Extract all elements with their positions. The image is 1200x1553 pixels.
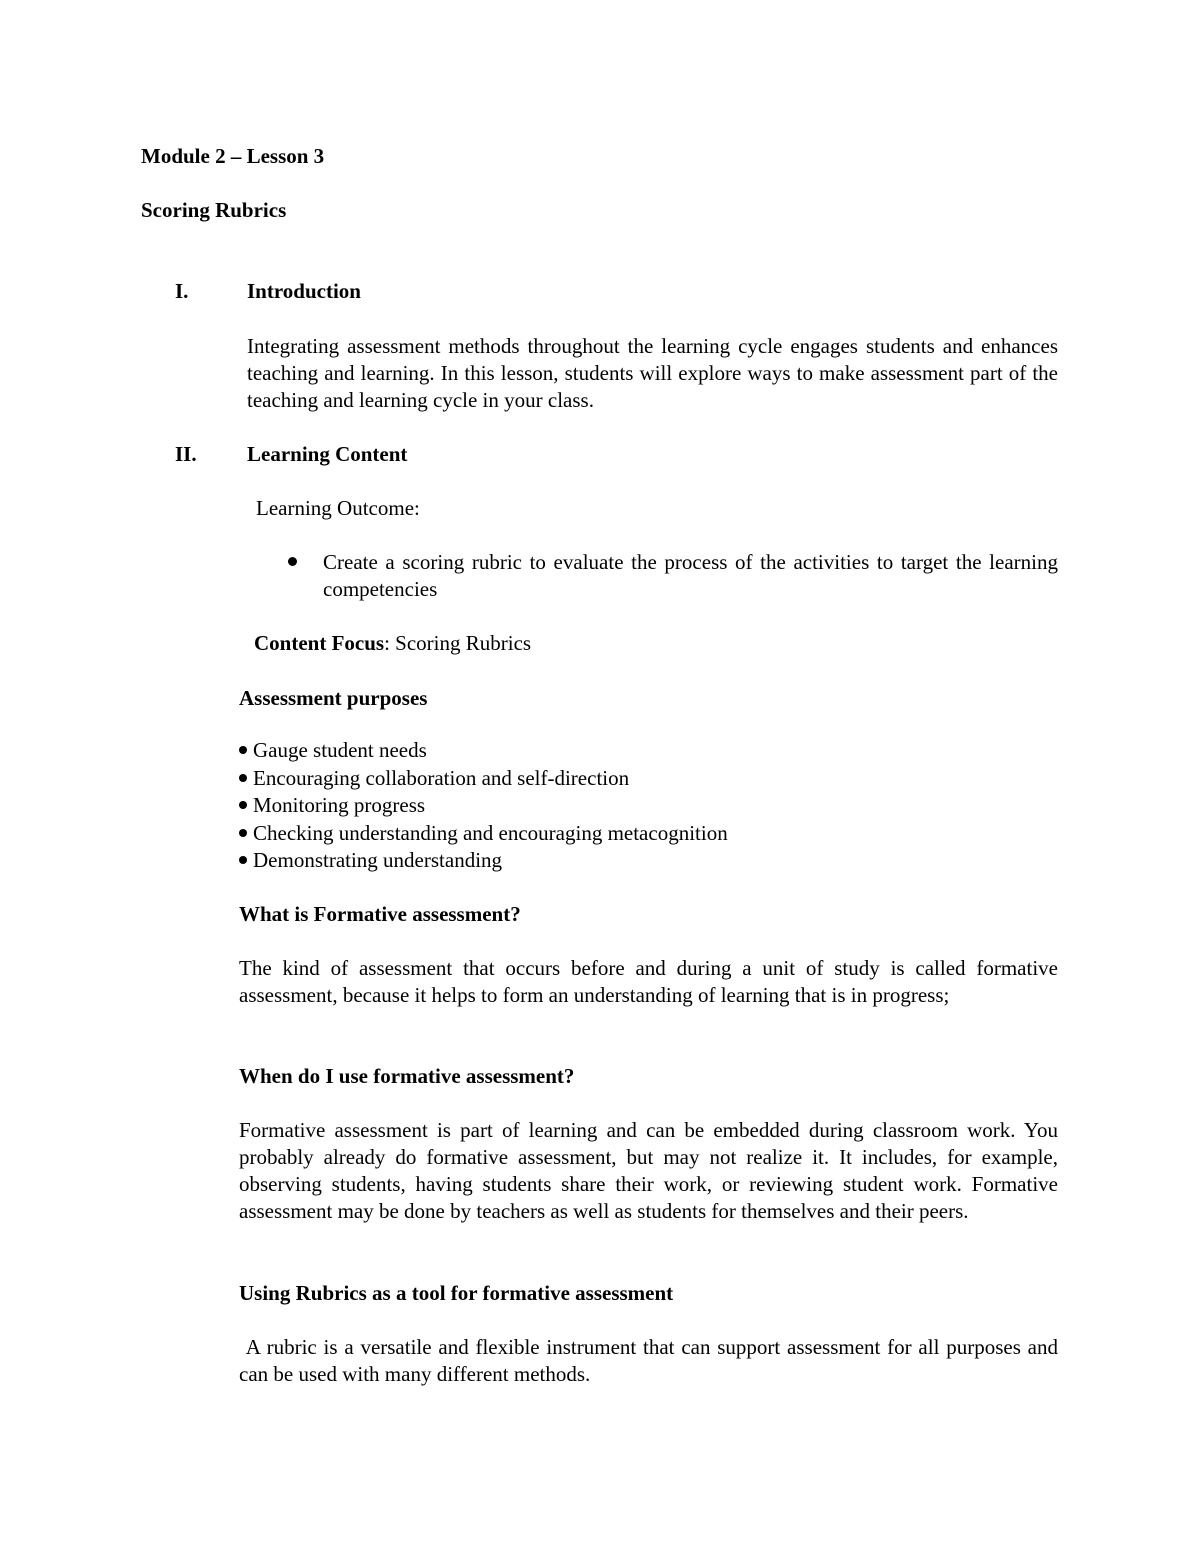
- content-focus: [254, 630, 531, 657]
- learning-outcome-item: Create a scoring rubric to evaluate the process of the activities to target the learning competencies: [323, 550, 1058, 601]
- section-2-heading: [175, 441, 1075, 468]
- section-2-number: II.: [175, 442, 197, 466]
- document-subtitle: Scoring Rubrics: [141, 198, 287, 222]
- list-item: Encouraging collaboration and self-direction: [239, 765, 1059, 793]
- bullet-icon: [288, 557, 297, 566]
- content-focus-label: Content Focus: [254, 631, 385, 655]
- list-item: Gauge student needs: [239, 737, 1059, 765]
- bullet-icon: [239, 746, 247, 754]
- bullet-icon: [239, 829, 247, 837]
- learning-outcome-label: Learning Outcome:: [256, 496, 420, 520]
- formative-heading: What is Formative assessment?: [239, 902, 521, 926]
- when-paragraph: Formative assessment is part of learning and can be embedded during classroom work. You probably already do formative assessment, but may not realize it. It includes, for example, observing students, having students share their work, or reviewing student work. Formative assessment may be done by teachers as well as students for themselves and their peers.: [239, 1118, 1058, 1223]
- rubrics-paragraph: A rubric is a versatile and flexible instrument that can support assessment for all purposes and can be used with many different methods.: [239, 1335, 1064, 1386]
- assessment-purposes-list: [239, 737, 1059, 875]
- bullet-icon: [239, 801, 247, 809]
- content-focus-value: : Scoring Rubrics: [384, 631, 532, 655]
- list-item: Monitoring progress: [239, 792, 1059, 820]
- list-item: Demonstrating understanding: [239, 847, 1059, 875]
- bullet-icon: [239, 856, 247, 864]
- bullet-icon: [239, 774, 247, 782]
- when-heading: When do I use formative assessment?: [239, 1064, 575, 1088]
- section-1-heading: [175, 278, 1075, 305]
- introduction-paragraph: Integrating assessment methods throughout the learning cycle engages students and enhances teaching and learning. In this lesson, students will explore ways to make assessment part of the teaching and learning cycle in your class.: [247, 334, 1058, 412]
- rubrics-heading: Using Rubrics as a tool for formative assessment: [239, 1281, 674, 1305]
- list-item: Checking understanding and encouraging metacognition: [239, 820, 1059, 848]
- section-2-title: Learning Content: [247, 442, 408, 466]
- section-1-number: I.: [175, 279, 189, 303]
- module-title: Module 2 – Lesson 3: [141, 144, 325, 168]
- section-1-title: Introduction: [247, 279, 361, 303]
- formative-paragraph: The kind of assessment that occurs before and during a unit of study is called formative assessment, because it helps to form an understanding of learning that is in progress;: [239, 956, 1058, 1007]
- assessment-purposes-heading: Assessment purposes: [239, 686, 428, 710]
